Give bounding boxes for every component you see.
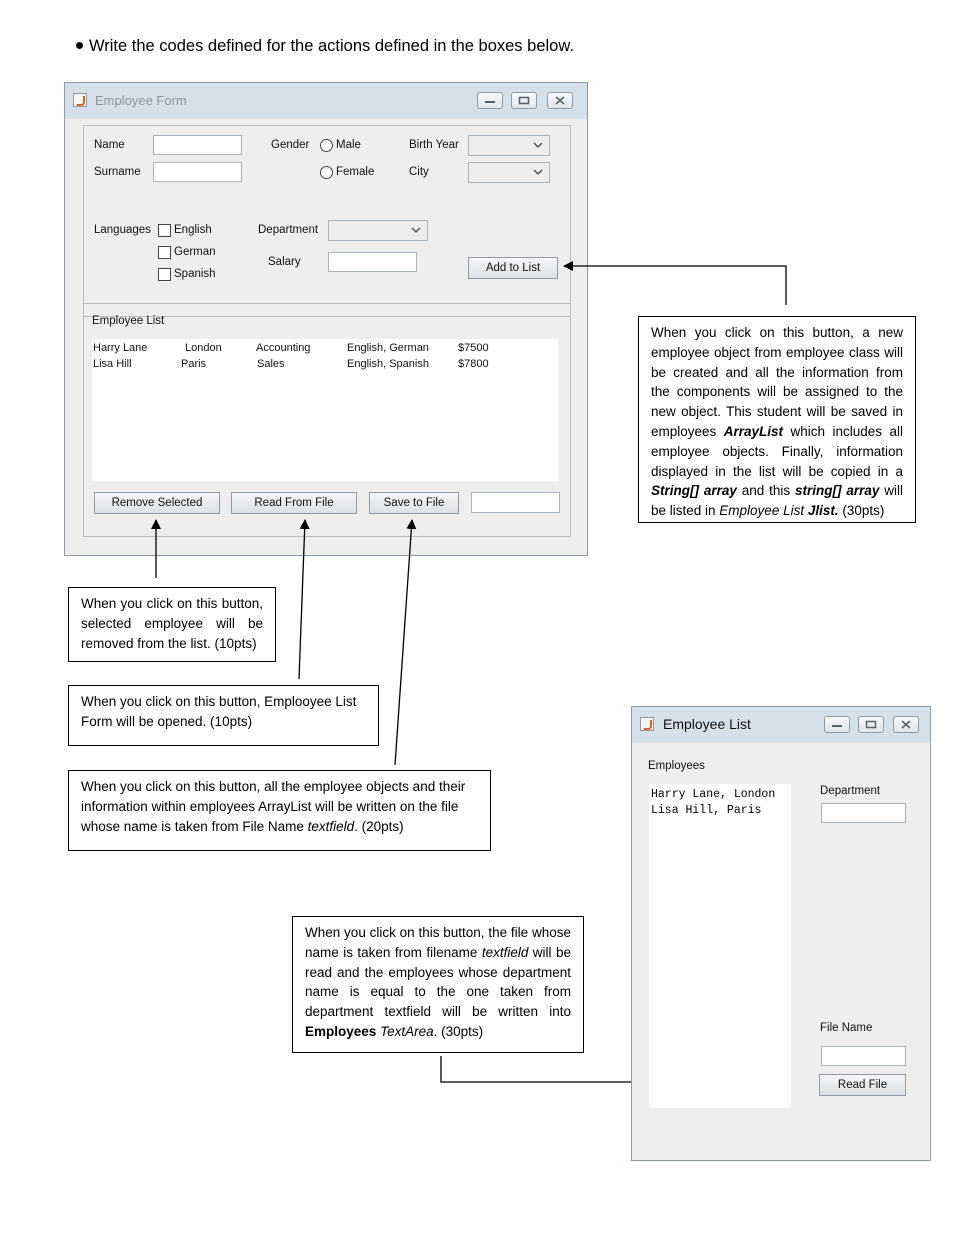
note-text: String[] array [651, 483, 737, 499]
name-label: Name [94, 139, 125, 151]
list-cell: Harry Lane [93, 342, 148, 354]
arrow-add [564, 266, 786, 305]
note-text: . (20pts) [354, 818, 404, 834]
note-text: Employees [305, 1023, 377, 1039]
window-title: Employee Form [95, 93, 187, 108]
note-text: When you click on this button, a new employee object from employee class will be created and all the information from the components will be assigned to the new object. This student will be saved in employees [651, 325, 903, 439]
close-icon[interactable] [893, 716, 919, 733]
note-text: will be read and the employees whose department name is equal to the one taken from department textfield will be written into [305, 944, 572, 1020]
male-label: Male [336, 139, 361, 151]
employee-list-window [631, 706, 931, 1161]
arrow-save [395, 520, 412, 765]
note-text: textfield [481, 944, 529, 960]
window-title: Employee List [663, 716, 751, 732]
employee-list-title: Employee List [92, 315, 165, 327]
birth-year-label: Birth Year [409, 139, 459, 151]
list-cell: English, Spanish [347, 358, 429, 370]
note-text: will be listed in [651, 483, 903, 519]
list-cell: $7500 [458, 342, 489, 354]
file-name-field[interactable] [821, 1046, 906, 1066]
note-text: and this [736, 483, 795, 499]
maximize-icon[interactable] [858, 716, 884, 733]
note-text: Jlist. [807, 503, 839, 519]
list-cell: $7800 [458, 358, 489, 370]
german-label: German [174, 246, 216, 258]
languages-label: Languages [94, 224, 151, 236]
city-label: City [409, 166, 429, 178]
textarea-line: Lisa Hill, Paris [651, 804, 762, 817]
gender-label: Gender [271, 139, 310, 151]
list-cell: English, German [347, 342, 429, 354]
note-text: which includes all employee objects. Finally, information displayed in the list will be copied in a [651, 423, 903, 479]
list-cell: London [185, 342, 222, 354]
note-add-to-list [638, 316, 916, 523]
note-text: . (30pts) [433, 1023, 484, 1039]
english-label: English [174, 224, 212, 236]
salary-label: Salary [268, 256, 301, 268]
note-text: (30pts) [838, 503, 885, 519]
read-from-file-button[interactable]: Read From File [231, 492, 357, 514]
list-cell: Accounting [256, 342, 311, 354]
remove-selected-button[interactable]: Remove Selected [94, 492, 220, 514]
list-cell: Paris [181, 358, 207, 370]
department-label: Department [820, 785, 881, 797]
note-save-to-file [68, 770, 491, 851]
female-label: Female [336, 166, 375, 178]
java-icon [640, 717, 654, 731]
note-text: ArrayList [723, 423, 784, 439]
employee-list-titlebar[interactable] [632, 707, 930, 743]
file-name-label: File Name [820, 1022, 873, 1034]
surname-label: Surname [94, 166, 141, 178]
note-text: TextArea [380, 1023, 434, 1039]
note-text: textfield [307, 818, 355, 834]
save-to-file-button[interactable]: Save to File [369, 492, 459, 514]
add-to-list-button[interactable]: Add to List [468, 257, 558, 279]
note-remove-selected: When you click on this button, selected employee will be removed from the list. (10pts) [68, 587, 276, 662]
heading-text: Write the codes defined for the actions defined in the boxes below. [89, 37, 574, 55]
list-cell: Lisa Hill [93, 358, 132, 370]
note-read-file [292, 916, 584, 1053]
note-text: string[] array [795, 483, 880, 499]
department-field[interactable] [821, 803, 906, 823]
list-cell: Sales [257, 358, 285, 370]
employees-label: Employees [648, 760, 705, 772]
note-read-from-file: When you click on this button, Emplooyee List Form will be opened. (10pts) [68, 685, 379, 746]
employees-textarea[interactable] [649, 784, 791, 1108]
minimize-icon[interactable] [824, 716, 850, 733]
note-text: Employee List [719, 503, 805, 519]
note-text: When you click on this button, the file whose name is taken from filename [305, 925, 571, 960]
department-label: Department [258, 224, 319, 236]
textarea-line: Harry Lane, London [651, 788, 776, 801]
read-file-button[interactable]: Read File [819, 1074, 906, 1096]
arrow-read [299, 520, 305, 679]
spanish-label: Spanish [174, 268, 216, 280]
note-text: When you click on this button, all the employee objects and their information within employees ArrayList will be written on the file whose name is taken from File Name [81, 779, 466, 834]
